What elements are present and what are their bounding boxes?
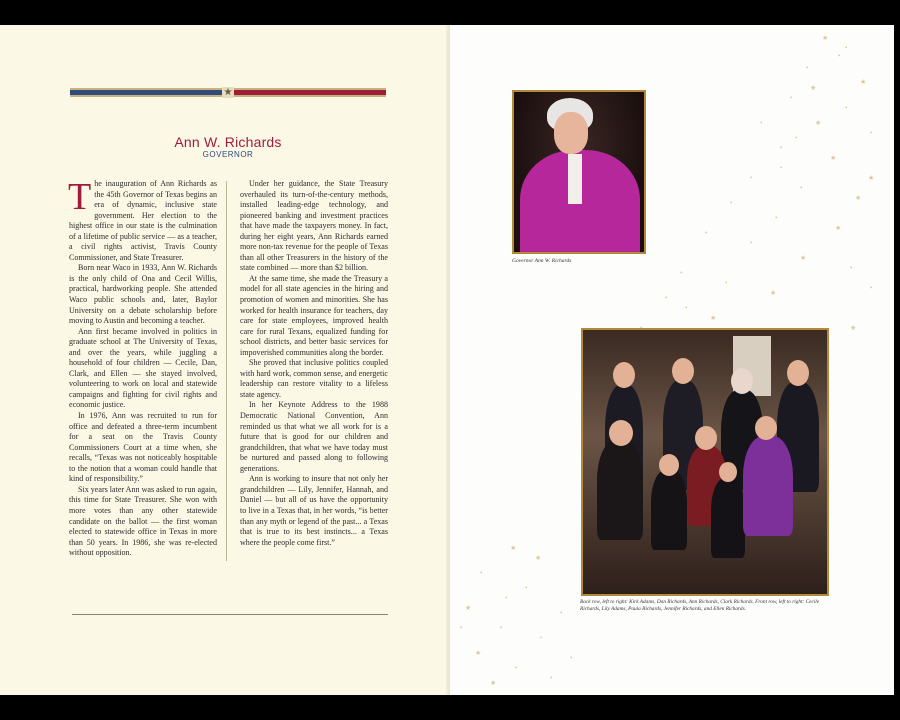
right-page [450,25,894,695]
page-title: Ann W. Richards [174,134,282,150]
portrait-figure [568,154,582,204]
confetti-star-icon: ★ [800,254,807,262]
paragraph: At the same time, she made the Treasury a model for all state agencies in the hiring and promotion of women and minorities. She has worked for health insurance for teachers, day care for state employees, improved health care for rural Texans, equalized funding for school districts, and better basic services for impoverished communities along the border. [240,273,388,357]
flag-rule [70,88,386,97]
paragraph [68,176,217,263]
confetti-star-icon: • [780,144,783,152]
paragraph: Under her guidance, the State Treasury overhauled its turn-of-the-century methods, installed leading-edge technology, and pioneered banking and investment practices that have made the taxpayers money. In fact, during her eight years, Ann Richards earned more non-tax revenue for the people of Texas than all other Treasurers in the history of the state combined — more than $2 billion. [240,179,388,273]
confetti-star-icon: ★ [835,224,842,232]
family-figure [695,426,717,450]
confetti-star-icon: ★ [815,119,822,127]
flag-rule-blue [70,88,222,97]
flag-rule-red [234,88,386,97]
confetti-star-icon: • [685,304,688,312]
confetti-star-icon: ★ [855,194,862,202]
confetti-star-icon: • [570,654,573,662]
paragraph: She proved that inclusive politics coupled with hard work, common sense, and energetic leadership can restore vitality to a lifeless state agency. [240,358,388,399]
confetti-star-icon: ★ [465,604,472,612]
paragraph: In 1976, Ann was recruited to run for office and defeated a three-term incumbent for a seat on the Travis County Commissioners Court at a time when, she recalls, “Texas was not noticeably hospitable to the notion that a woman could handle that kind of responsibility.” [69,411,217,484]
confetti-star-icon: ★ [860,78,867,86]
confetti-star-icon: ★ [490,679,497,687]
confetti-star-icon: ★ [770,289,777,297]
confetti-star-icon: • [870,129,873,137]
family-figure [651,470,687,550]
confetti-star-icon: • [515,664,518,672]
left-page [0,25,450,695]
confetti-star-icon: • [750,174,753,182]
confetti-star-icon: • [795,134,798,142]
confetti-star-icon: • [806,64,809,72]
text-column-1 [68,176,217,559]
paragraph-text: he inauguration of Ann Richards as the 45th Governor of Texas begins an era of dynamic, inclusive state government. Her election to the highest office in our state is the culmination of a lifetime of public service — as a teacher, a civil rights activist, Travis County Commissioner, and State Treasurer. [69,179,217,262]
paragraph: Ann first became involved in politics in graduate school at The University of Texas, and over the years, while juggling a household of four children — Cecile, Dan, Clark, and Ellen — she stayed involved, volunteering to work on local and statewide campaigns and fighting for civil rights and economic justice. [69,326,217,410]
family-figure [609,420,633,446]
confetti-star-icon: • [790,94,793,102]
confetti-star-icon: • [505,594,508,602]
confetti-star-icon: • [845,104,848,112]
confetti-star-icon: ★ [850,324,857,332]
family-figure [719,462,737,482]
confetti-star-icon: • [850,264,853,272]
bottom-rule [72,614,388,615]
confetti-star-icon: • [560,609,563,617]
confetti-star-icon: ★ [830,154,837,162]
family-figure [755,416,777,440]
confetti-star-icon: ★ [868,174,875,182]
confetti-star-icon: ★ [822,34,829,42]
column-divider [226,181,227,561]
portrait-caption: Governor Ann W. Richards [512,258,572,264]
confetti-star-icon: ★ [535,554,542,562]
family-figure [731,368,753,394]
portrait-figure [554,112,588,154]
family-figure [672,358,694,384]
confetti-star-icon: • [480,569,483,577]
paragraph: Ann is working to insure that not only her grandchildren — Lily, Jennifer, Hannah, and Daniel — but all of us have the opportunity to live in a Texas that, in her words, “is better than any myth or legend of the past... a Texas that is true to its best instincts... a Texas where the people come first.” [240,474,388,547]
confetti-star-icon: ★ [475,649,482,657]
confetti-star-icon: • [665,294,668,302]
confetti-star-icon: • [800,184,803,192]
confetti-star-icon: • [705,229,708,237]
governor-portrait-photo [512,90,646,254]
drop-cap: T [68,176,92,218]
confetti-star-icon: • [525,584,528,592]
family-figure [613,362,635,388]
confetti-star-icon: • [500,624,503,632]
confetti-star-icon: • [760,119,763,127]
confetti-star-icon: • [730,199,733,207]
family-figure [659,454,679,476]
family-figure [787,360,809,386]
confetti-star-icon: • [725,279,728,287]
confetti-star-icon: • [775,214,778,222]
family-photo [581,328,829,596]
family-figure [597,440,643,540]
paragraph: In her Keynote Address to the 1988 Democratic National Convention, Ann reminded us that what we all work for is a future that is good for our children and grandchildren, that what we have today must be nurtured and passed along to following generations. [240,400,388,473]
paragraph: Six years later Ann was asked to run again, this time for State Treasurer. She won with more votes than any other statewide candidate on the ballot — the first woman elected to statewide office in Texas in more than 50 years. In 1986, she was re-elected without opposition. [69,484,217,558]
confetti-star-icon: ★ [710,314,717,322]
confetti-star-icon: ★ [510,544,517,552]
confetti-star-icon: • [845,44,848,52]
family-figure [711,478,745,558]
confetti-star-icon: • [680,269,683,277]
confetti-star-icon: • [750,239,753,247]
confetti-star-icon: • [550,674,553,682]
confetti-star-icon: • [838,52,841,60]
confetti-star-icon: • [780,164,783,172]
confetti-star-icon: ★ [810,84,817,92]
paragraph: Born near Waco in 1933, Ann W. Richards is the only child of Ona and Cecil Willis, practical, hardworking people. She attended Waco public schools and, later, Baylor University on a debate scholarship before moving to Austin and becoming a teacher. [69,263,217,326]
text-column-2 [240,179,388,548]
confetti-star-icon: • [870,284,873,292]
family-figure [743,436,793,536]
confetti-star-icon: • [460,624,463,632]
family-photo-caption: Back row, left to right: Kirk Adams, Dan Richards, Ann Richards, Clark Richards. Front row, left to right: Cecile Richards, Lily Adams, Paula Richards, Jennifer Richards, and Ellen Richards. [580,599,820,612]
confetti-star-icon: • [540,634,543,642]
star-icon: ★ [223,87,233,98]
page-subtitle: GOVERNOR [202,150,254,159]
